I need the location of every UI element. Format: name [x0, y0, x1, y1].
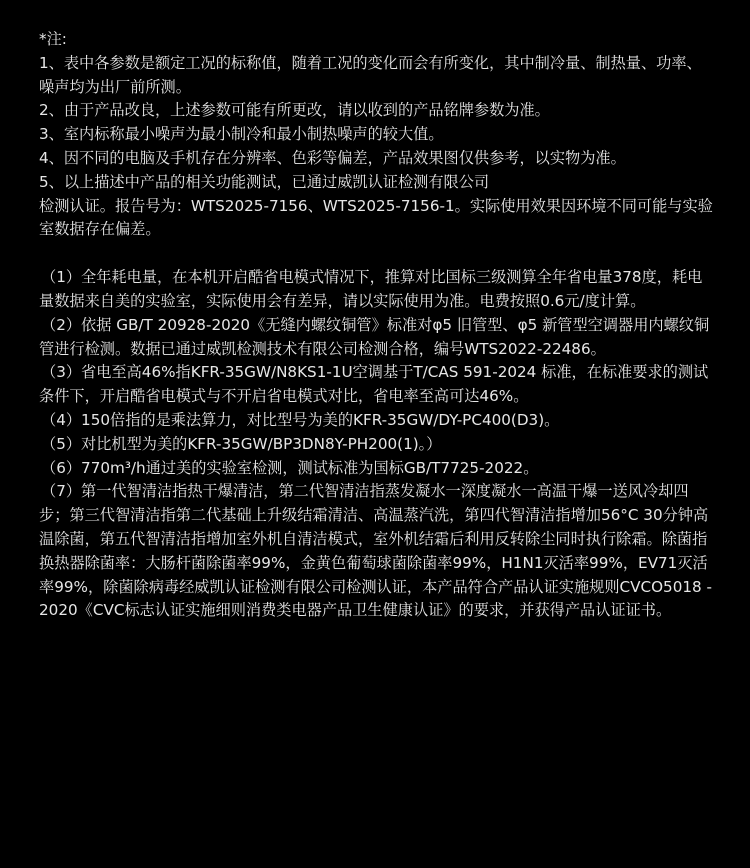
footnote-7: （7）第一代智清洁指热干爆清洁，第二代智清洁指蒸发凝水一深度凝水一高温干爆一送风冷却四步；第三代智清洁指第二代基础上升级结霜清洁、高温蒸汽洗，第四代智清洁指增加56°C 30分钟高温除菌，第五代智清洁指增加室外机自清洁模式，室外机结霜后利用反转除尘同时执行除霜。除菌指换热器除菌率：大肠杆菌除菌率99%，金黄色葡萄球菌除菌率99%，H1N1灭活率99%，EV71灭活率99%，除菌除病毒经威凯认证检测有限公司检测认证，本产品符合产品认证实施规则CVCO5018 -2020《CVC标志认证实施细则消费类电器产品卫生健康认证》的要求，并获得产品认证证书。: [39, 482, 713, 620]
disclaimer-document: [39, 28, 715, 623]
footnote-5: （5）对比机型为美的KFR-35GW/BP3DN8Y-PH200(1)。）: [41, 434, 442, 453]
notes-section: [39, 28, 715, 242]
note-item-4: 4、因不同的电脑及手机存在分辨率、色彩等偏差，产品效果图仅供参考，以实物为准。: [39, 148, 626, 167]
footnote-2: （2）依据 GB/T 20928-2020《无缝内螺纹铜管》标准对φ5 旧管型、φ5 新管型空调器用内螺纹铜管进行检测。数据已通过威凯检测技术有限公司检测合格，编号WTS2022-22486。: [39, 315, 710, 358]
notes-heading: *注:: [39, 30, 67, 48]
footnote-4: （4）150倍指的是乘法算力，对比型号为美的KFR-35GW/DY-PC400(D3)。: [41, 410, 560, 429]
section-spacer: [39, 242, 715, 266]
footnotes-section: [39, 266, 715, 623]
note-item-1: 1、表中各参数是额定工况的标称值，随着工况的变化而会有所变化，其中制冷量、制热量、功率、噪声均为出厂前所测。: [39, 53, 702, 96]
footnote-1: （1）全年耗电量，在本机开启酷省电模式情况下，推算对比国标三级测算全年省电量378度，耗电量数据来自美的实验室，实际使用会有差异，请以实际使用为准。电费按照0.6元/度计算。: [39, 268, 703, 310]
note-item-2: 2、由于产品改良，上述参数可能有所更改，请以收到的产品铭牌参数为准。: [39, 101, 550, 120]
note-item-5: 5、以上描述中产品的相关功能测试，已通过威凯认证检测有限公司: [39, 172, 490, 191]
note-item-5-continued: 检测认证。报告号为：WTS2025-7156、WTS2025-7156-1。实际使用效果因环境不同可能与实验室数据存在偏差。: [39, 196, 713, 239]
note-item-3: 3、室内标称最小噪声为最小制冷和最小制热噪声的较大值。: [39, 125, 444, 144]
footnote-3: （3）省电至高46%指KFR-35GW/N8KS1-1U空调基于T/CAS 591-2024 标准，在标准要求的测试条件下，开启酷省电模式与不开启省电模式对比，省电率至高可达46%。: [39, 363, 709, 406]
footnote-6: （6）770m³/h通过美的实验室检测，测试标准为国标GB/T7725-2022。: [41, 458, 539, 477]
